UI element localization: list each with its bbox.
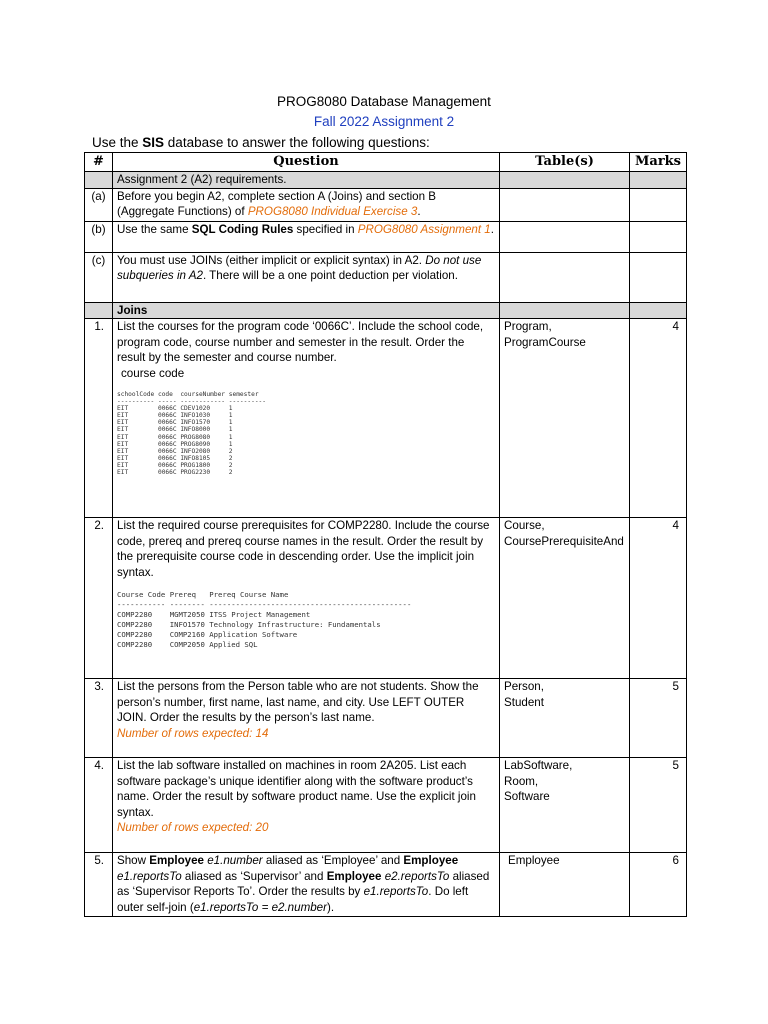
document-subtitle: Fall 2022 Assignment 2 (313, 114, 455, 129)
question-number: 3. (85, 679, 113, 758)
row-label: (c) (85, 252, 113, 302)
question-marks: 5 (630, 758, 687, 853)
question-marks: 4 (630, 518, 687, 679)
question-text: List the courses for the program code ‘0066C’. Include the school code, program code, course number and semester in the result. Order the result by the semester and course number. course code schoolCode code courseNumber semester ---------- ----- ------------ ---------- EIT 0066C CDEV1020 1 EIT 0066C INFO1030 1 EIT 0066C INFO1570 1 EIT 0066C INFO8000 1 EIT 0066C PROG8080 1 EIT 0066C PROG8090 1 EIT 0066C INFO2080 2 EIT 0066C INFO8105 2 EIT 0066C PROG1800 2 EIT 0066C PROG2230 2 (113, 319, 500, 518)
question-text: List the lab software installed on machines in room 2A205. List each software package’s unique identifier along with the software product’s name. Order the result by software product name. Use the explicit join syntax. Number of rows expected: 20 (113, 758, 500, 853)
requirements-row (85, 172, 687, 189)
requirement-text: You must use JOINs (either implicit or explicit syntax) in A2. Do not use subqueries in A2. There will be a one point deduction per violation. (113, 252, 500, 302)
section-joins-title: Joins (117, 303, 148, 317)
sis-bold: SIS (142, 135, 165, 150)
requirement-row-c (85, 252, 687, 302)
rows-expected-note: Number of rows expected: 20 (117, 821, 269, 834)
document-title: PROG8080 Database Management (277, 94, 491, 109)
question-marks: 5 (630, 679, 687, 758)
sample-output: schoolCode code courseNumber semester ---------- ----- ------------ ---------- EIT 0066C CDEV1020 1 EIT 0066C INFO1030 1 EIT 0066C INFO1570 1 EIT 0066C INFO8000 1 EIT 0066C PROG8080 1 EIT 0066C PROG8090 1 EIT 0066C INFO2080 2 EIT 0066C INFO8105 2 EIT 0066C PROG1800 2 EIT 0066C PROG2230 2 (117, 391, 267, 477)
question-row-2 (85, 518, 687, 679)
row-label: (b) (85, 221, 113, 252)
question-number: 1. (85, 319, 113, 518)
question-tables: Program, ProgramCourse (500, 319, 630, 518)
section-joins-row (85, 302, 687, 319)
question-number: 5. (85, 853, 113, 917)
question-row-1 (85, 319, 687, 518)
header-num: # (85, 153, 113, 172)
requirement-row-a (85, 188, 687, 221)
question-number: 2. (85, 518, 113, 679)
question-tables: LabSoftware, Room, Software (500, 758, 630, 853)
question-text: Show Employee e1.number aliased as ‘Employee’ and Employee e1.reportsTo aliased as ‘Supervisor’ and Employee e2.reportsTo aliased as ‘Supervisor Reports To’. Order the results by e1.reportsTo. Do left outer self-join (e1.reportsTo = e2.number). (113, 853, 500, 917)
question-row-5 (85, 853, 687, 917)
question-row-4 (85, 758, 687, 853)
assignment-link: PROG8080 Assignment 1 (357, 222, 491, 236)
question-tables: Course, CoursePrerequisiteAnd (500, 518, 630, 679)
question-row-3 (85, 679, 687, 758)
table-header-row (85, 153, 687, 172)
question-marks: 4 (630, 319, 687, 518)
header-tables: Table(s) (500, 153, 630, 172)
question-number: 4. (85, 758, 113, 853)
questions-table (84, 152, 687, 917)
header-marks: Marks (630, 153, 687, 172)
question-text: List the required course prerequisites for COMP2280. Include the course code, prereq and prereq course names in the result. Order the result by the prerequisite course code in descending order. Use the implicit join syntax. Course Code Prereq Prereq Course Name ----------- -------- ---------------------------------------------- COMP2280 MGMT2050 ITSS Project Management COMP2280 INFO1570 Technology Infrastructure: Fundamentals COMP2280 COMP2160 Application Software COMP2280 COMP2050 Applied SQL (113, 518, 500, 679)
header-question: Question (113, 153, 500, 172)
requirement-text: Before you begin A2, complete section A (Joins) and section B (Aggregate Functions) of PROG8080 Individual Exercise 3. (113, 188, 500, 221)
intro-text: Use the SIS database to answer the following questions: (92, 135, 430, 150)
requirement-text: Use the same SQL Coding Rules specified in PROG8080 Assignment 1. (113, 221, 500, 252)
requirement-row-b (85, 221, 687, 252)
exercise-link: PROG8080 Individual Exercise 3 (247, 205, 418, 218)
question-text: List the persons from the Person table who are not students. Show the person’s number, first name, last name, and city. Use LEFT OUTER JOIN. Order the results by the person’s last name. Number of rows expected: 14 (113, 679, 500, 758)
question-marks: 6 (630, 853, 687, 917)
requirements-title: Assignment 2 (A2) requirements. (113, 172, 500, 189)
rows-expected-note: Number of rows expected: 14 (117, 726, 269, 740)
row-label: (a) (85, 188, 113, 221)
question-tables: Person, Student (500, 679, 630, 758)
question-tables: Employee (500, 853, 630, 917)
sample-output: Course Code Prereq Prereq Course Name ----------- -------- ---------------------------------------------- COMP2280 MGMT2050 ITSS Project Management COMP2280 INFO1570 Technology Infrastructure: Fundamentals COMP2280 COMP2160 Application Software COMP2280 COMP2050 Applied SQL (117, 590, 412, 649)
